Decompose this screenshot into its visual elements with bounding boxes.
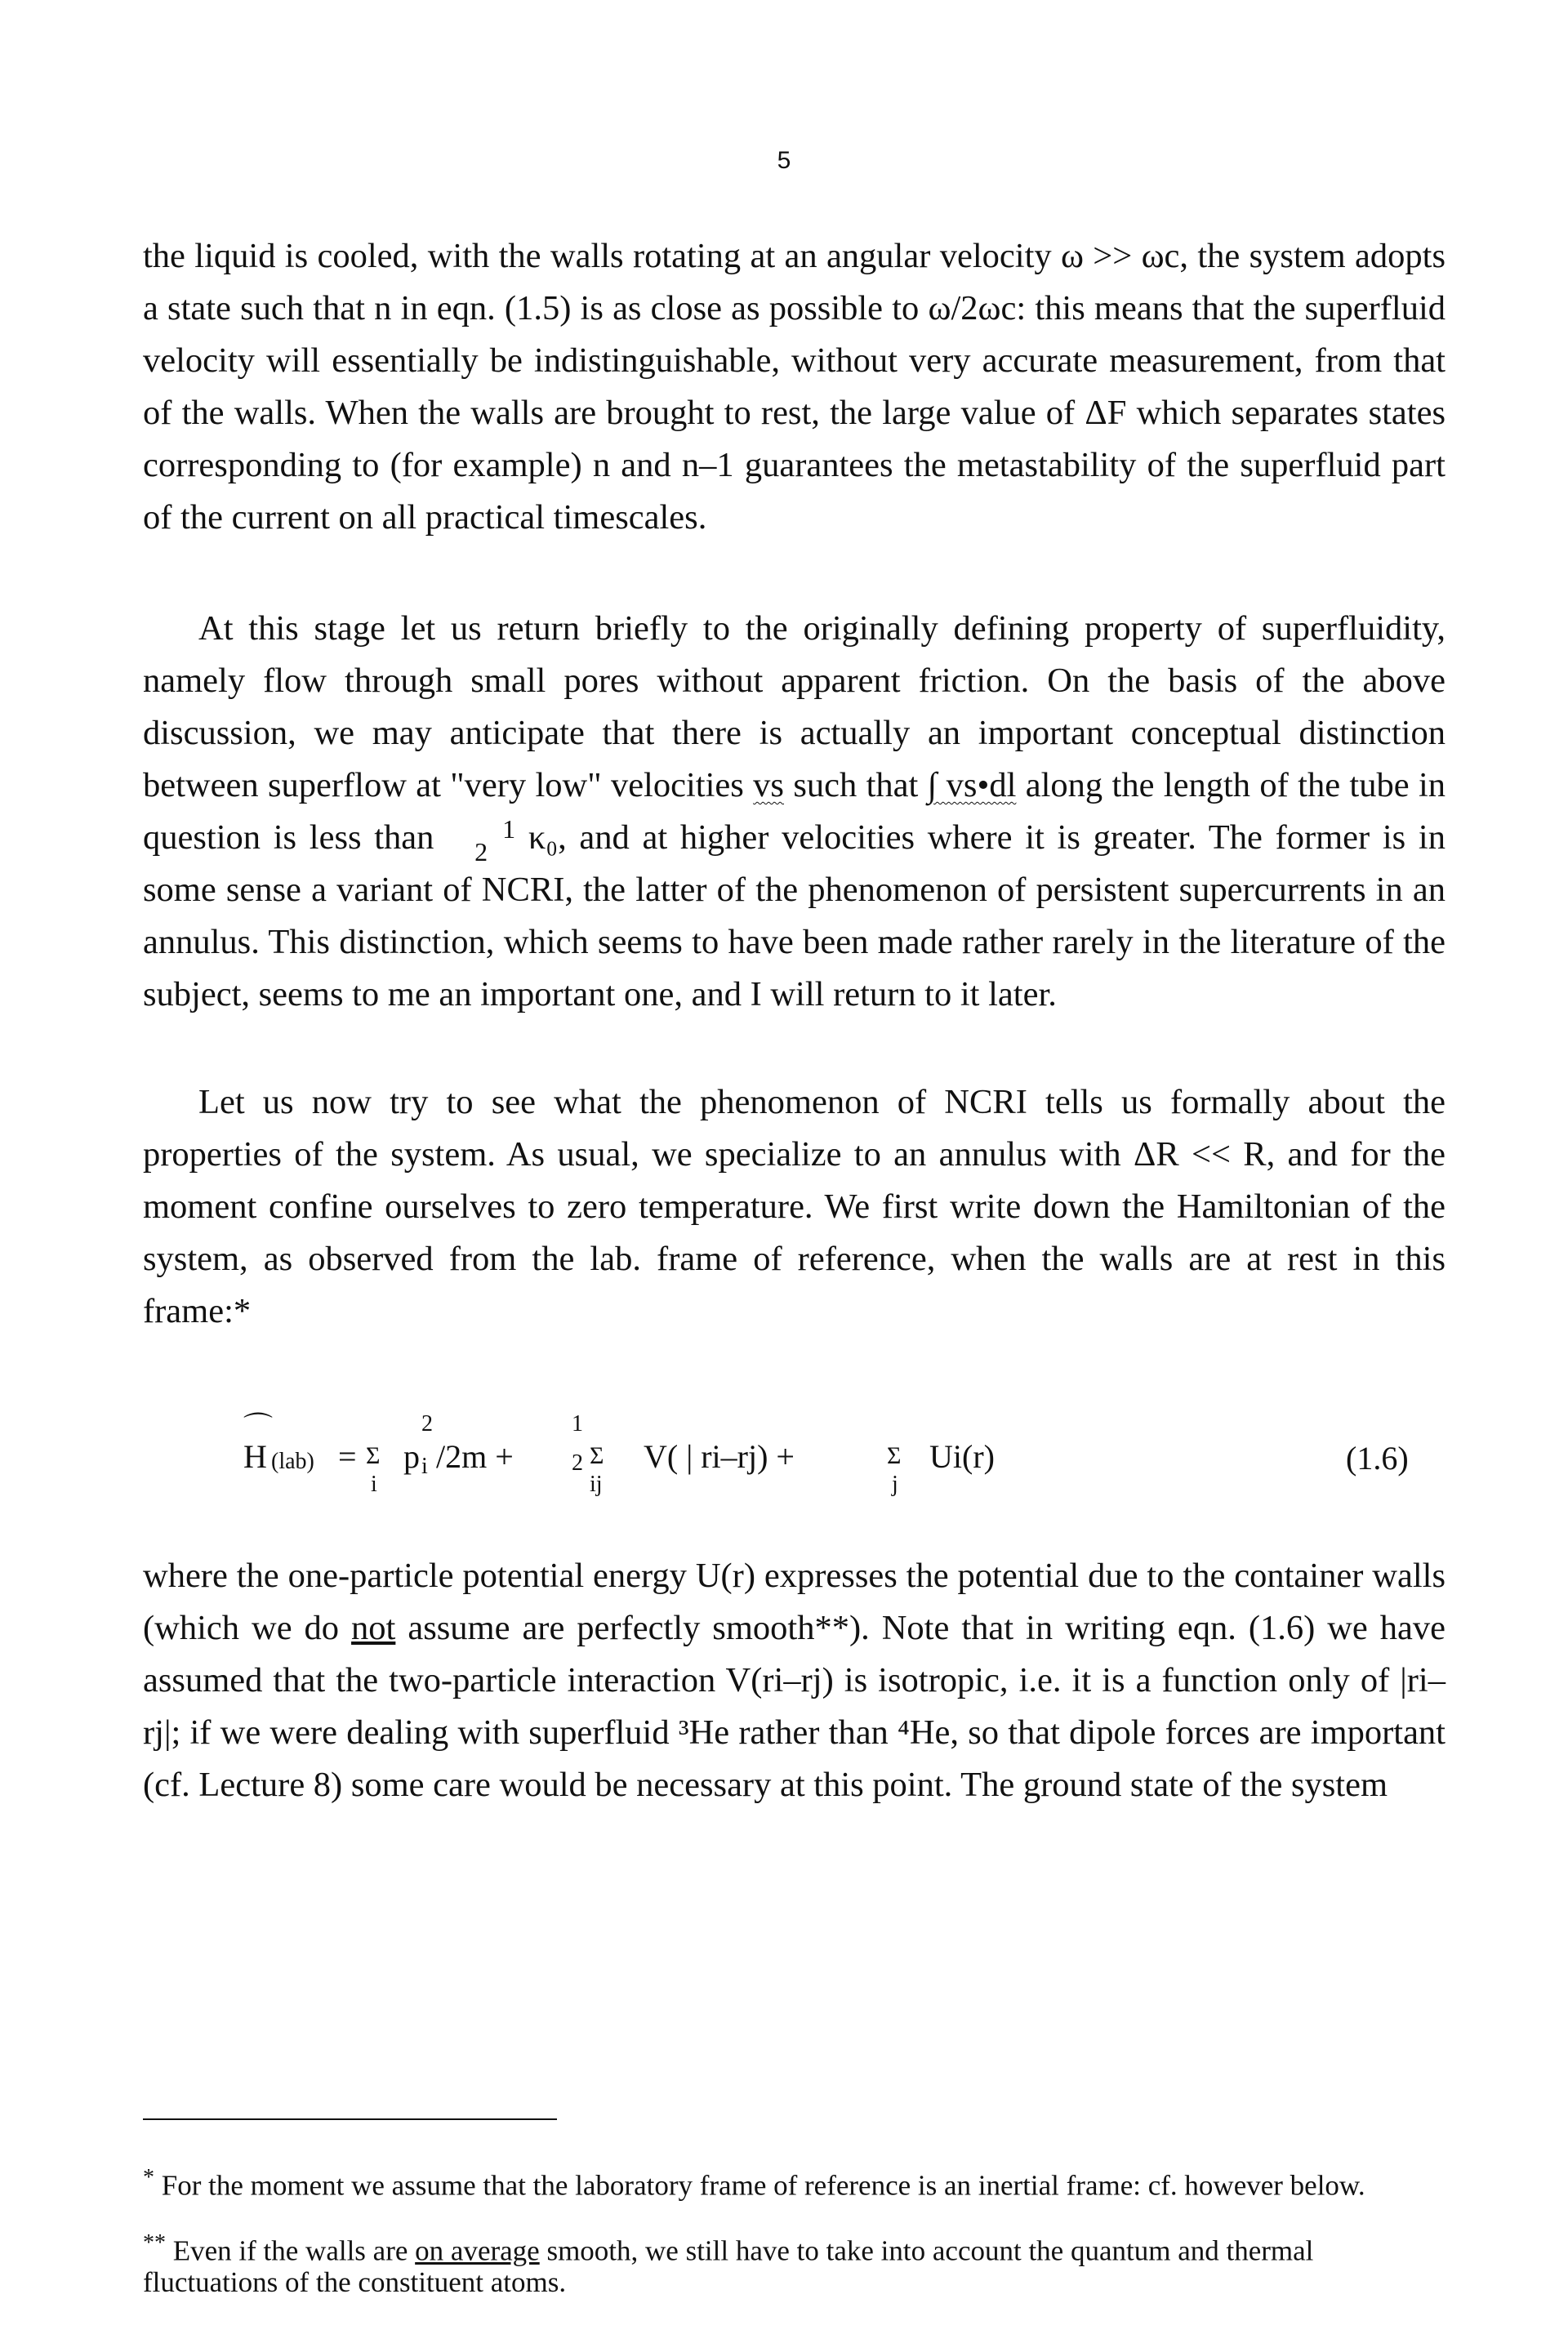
paragraph-2-part-a: At this stage let us return briefly to the originally defining property of superfluidity, namely flow through small pores without apparent friction. On the basis of the above discussion, we may anticipate that there is actually an important conceptual distinction between superflow at "very low" velocities	[143, 609, 1446, 804]
equals-sign: =	[338, 1438, 357, 1475]
footnote-1-text: For the moment we assume that the laboratory frame of reference is an inertial frame: cf. however below.	[154, 2169, 1365, 2202]
paragraph-2	[143, 603, 1446, 1021]
kinetic-term-rest: /2m +	[436, 1438, 514, 1475]
hamiltonian-subscript: (lab)	[271, 1449, 314, 1474]
paragraph-1-text: the liquid is cooled, with the walls rotating at an angular velocity ω >> ωc, the system adopts a state such that n in eqn. (1.5) is as close as possible to ω/2ωc: this means that the superfluid velocity will essentially be indistinguishable, without very accurate measurement, from that of the walls. When the walls are brought to rest, the large value of ΔF which separates states corresponding to (for example) n and n–1 guarantees the metastability of the superfluid part of the current on all practical timescales.	[143, 237, 1446, 537]
paragraph-4	[143, 1550, 1446, 1811]
paragraph-3	[143, 1076, 1446, 1338]
sum-over-ij: Σ	[590, 1442, 604, 1469]
equation-label: (1.6)	[1346, 1440, 1409, 1477]
hamiltonian-symbol: H	[243, 1438, 267, 1475]
footnote-2-emphasis: on average	[415, 2234, 540, 2267]
one-half-fraction	[447, 814, 516, 867]
paragraph-1	[143, 230, 1446, 544]
footnote-divider	[143, 2118, 557, 2120]
sum-over-i-index: i	[371, 1472, 377, 1497]
half-numerator: 1	[572, 1411, 583, 1437]
paragraph-2-part-d: κ₀, and at higher velocities where it is greater. The former is in some sense a variant of NCRI, the latter of the phenomenon of persistent supercurrents in an annulus. This distinction, which seems to have been made rather rarely in the literature of the subject, seems to me an important one, and I will return to it later.	[143, 818, 1446, 1013]
paragraph-3-text: Let us now try to see what the phenomenon of NCRI tells us formally about the properties of the system. As usual, we specialize to an annulus with ΔR << R, and for the moment confine ourselves to zero temperature. We first write down the Hamiltonian of the system, as observed from the lab. frame of reference, when the walls are at rest in this frame:*	[143, 1083, 1446, 1330]
equation-1-6	[243, 1413, 1444, 1511]
paragraph-2-part-c: along the length of the tube in question is less than	[143, 766, 1446, 857]
footnote-1-mark: *	[143, 2165, 154, 2190]
paragraph-2-part-b: such that	[783, 766, 928, 804]
footnote-2	[143, 2228, 1446, 2298]
footnote-1	[143, 2163, 1446, 2202]
momentum-subscript: i	[421, 1454, 428, 1479]
fraction-numerator: 1	[502, 814, 516, 844]
paragraph-4-text	[143, 1550, 1446, 1811]
sum-over-j: Σ	[887, 1442, 902, 1469]
footnote-2-text-b: smooth, we still have to take into account the quantum and thermal fluctuations of the constituent atoms.	[143, 2234, 1314, 2298]
page-number: 5	[777, 147, 791, 174]
momentum-exponent: 2	[421, 1411, 433, 1437]
paragraph-4-part-a: where the one-particle potential energy U(r) expresses the potential due to the container walls (which we do	[143, 1557, 1446, 1647]
paragraph-2-text	[143, 603, 1446, 1021]
line-integral: ∫ vs•dl	[927, 766, 1017, 804]
potential-term: Ui(r)	[929, 1438, 995, 1475]
emphasis-not: not	[351, 1609, 396, 1647]
operator-hat: ⌒	[243, 1411, 274, 1444]
footnote-2-mark: **	[143, 2230, 166, 2256]
sum-over-j-index: j	[892, 1472, 898, 1497]
sum-over-ij-index: ij	[590, 1472, 603, 1497]
superfluid-velocity-symbol: vs	[753, 766, 784, 804]
sum-over-i: Σ	[366, 1442, 381, 1469]
momentum-term: p	[403, 1438, 420, 1475]
interaction-term: V( | ri–rj) +	[644, 1438, 795, 1475]
footnote-2-text-a: Even if the walls are	[166, 2234, 416, 2267]
half-denominator: 2	[572, 1450, 583, 1476]
paragraph-4-part-b: assume are perfectly smooth**). Note that in writing eqn. (1.6) we have assumed that the two-particle interaction V(ri–rj) is isotropic, i.e. it is a function only of |ri–rj|; if we were dealing with superfluid ³He rather than ⁴He, so that dipole forces are important (cf. Lecture 8) some care would be necessary at this point. The ground state of the system	[143, 1609, 1446, 1804]
fraction-denominator: 2	[474, 837, 488, 867]
